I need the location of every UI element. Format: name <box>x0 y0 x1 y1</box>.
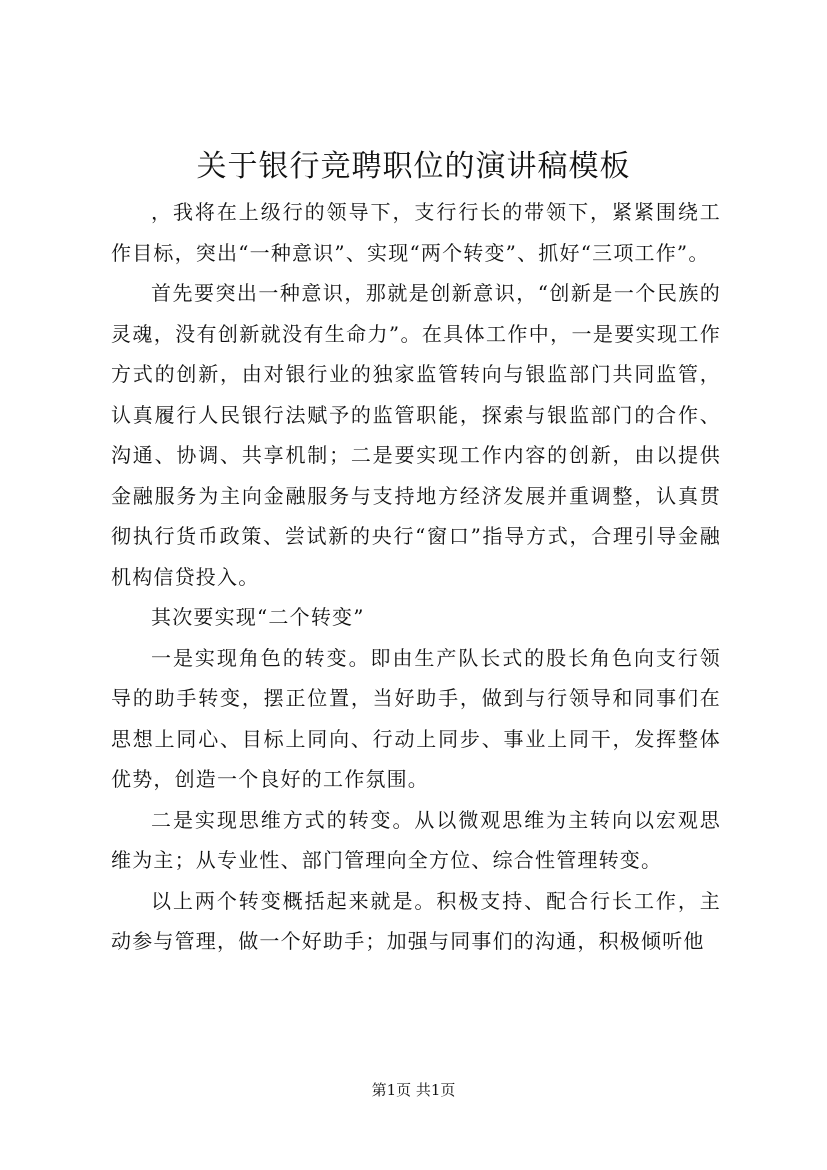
paragraph: 一是实现角色的转变。即由生产队长式的股长角色向支行领导的助手转变，摆正位置，当好助手，做到与行领导和同事们在思想上同心、目标上同向、行动上同步、事业上同干，发挥整体优势，创造一个良好的工作氛围。 <box>111 645 721 791</box>
paragraph: 首先要突出一种意识，那就是创新意识，“创新是一个民族的灵魂，没有创新就没有生命力”。在具体工作中，一是要实现工作方式的创新，由对银行业的独家监管转向与银监部门共同监管，认真履行人民银行法赋予的监管职能，探索与银监部门的合作、沟通、协调、共享机制；二是要实现工作内容的创新，由以提供金融服务为主向金融服务与支持地方经济发展并重调整，认真贯彻执行货币政策、尝试新的央行“窗口”指导方式，合理引导金融机构信贷投入。 <box>111 281 721 589</box>
paragraph: 以上两个转变概括起来就是。积极支持、配合行长工作，主动参与管理，做一个好助手；加强与同事们的沟通，积极倾听他 <box>111 888 721 953</box>
document-body <box>111 192 721 962</box>
paragraph: 其次要实现“二个转变” <box>151 605 365 629</box>
paragraph: 二是实现思维方式的转变。从以微观思维为主转向以宏观思维为主；从专业性、部门管理向全方位、综合性管理转变。 <box>111 807 721 872</box>
paragraph: ，我将在上级行的领导下，支行行长的带领下，紧紧围绕工作目标，突出“一种意识”、实现“两个转变”、抓好“三项工作”。 <box>111 200 721 265</box>
page-footer: 第1页 共1页 <box>371 1081 456 1099</box>
document-title: 关于银行竞聘职位的演讲稿模板 <box>196 149 631 184</box>
